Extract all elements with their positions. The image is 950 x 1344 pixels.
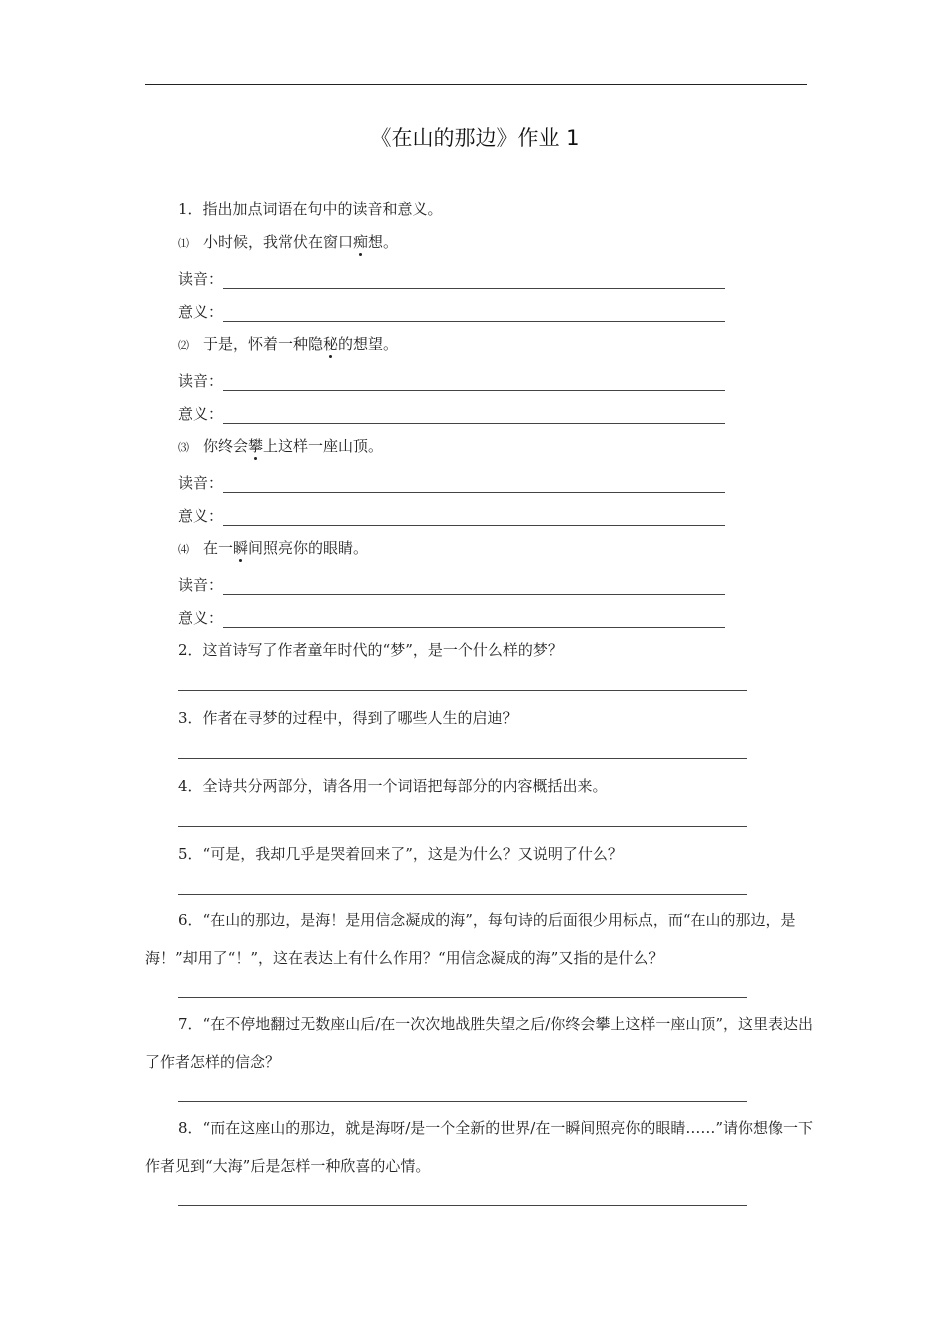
question-8: 8．“而在这座山的那边，就是海呀/是一个全新的世界/在一瞬间照亮你的眼睛……”请你想像一下作者见到“大海”后是怎样一种欣喜的心情。	[145, 1119, 813, 1175]
header-rule	[145, 84, 807, 85]
item-number: ⑶	[178, 441, 189, 454]
answer-line-3[interactable]	[178, 758, 747, 759]
question-1: 1．指出加点词语在句中的读音和意义。	[178, 200, 443, 218]
item-text: 在一	[203, 539, 234, 557]
question-3: 3．作者在寻梦的过程中，得到了哪些人生的启迪？	[178, 709, 518, 727]
item-text: 你终会	[203, 437, 249, 455]
q1-item-2	[178, 334, 398, 356]
meaning-blank[interactable]	[223, 409, 725, 424]
item-text: 想。	[368, 233, 399, 251]
page-title: 《在山的那边》作业 1	[370, 126, 580, 150]
answer-line-8[interactable]	[178, 1205, 747, 1206]
meaning-blank[interactable]	[223, 511, 725, 526]
dotted-word: 瞬	[233, 539, 249, 557]
question-5: 5．“可是，我却几乎是哭着回来了”，这是为什么？又说明了什么？	[178, 845, 623, 863]
meaning-label: 意义：	[178, 507, 224, 525]
item-text: 上这样一座山顶。	[263, 437, 384, 455]
meaning-blank[interactable]	[223, 307, 725, 322]
question-2: 2．这首诗写了作者童年时代的“梦”，是一个什么样的梦？	[178, 641, 563, 659]
answer-line-2[interactable]	[178, 690, 747, 691]
q1-item-4	[178, 538, 368, 560]
question-6: 6．“在山的那边，是海！是用信念凝成的海”，每句诗的后面很少用标点，而“在山的那边，是海！”却用了“！”，这在表达上有什么作用？“用信念凝成的海”又指的是什么？	[145, 911, 796, 967]
meaning-label: 意义：	[178, 405, 224, 423]
reading-row	[178, 473, 725, 493]
reading-row	[178, 269, 725, 289]
reading-label: 读音：	[178, 576, 224, 594]
meaning-label: 意义：	[178, 609, 224, 627]
meaning-row	[178, 302, 725, 322]
question-4: 4．全诗共分两部分，请各用一个词语把每部分的内容概括出来。	[178, 777, 608, 795]
q1-item-1	[178, 232, 398, 254]
answer-line-4[interactable]	[178, 826, 747, 827]
item-text: 的想望。	[338, 335, 399, 353]
reading-blank[interactable]	[223, 274, 725, 289]
reading-row	[178, 371, 725, 391]
item-text: 小时候，我常伏在窗口	[203, 233, 354, 251]
item-number: ⑷	[178, 543, 189, 556]
dotted-word: 痴	[353, 233, 369, 251]
reading-blank[interactable]	[223, 376, 725, 391]
reading-label: 读音：	[178, 270, 224, 288]
reading-label: 读音：	[178, 372, 224, 390]
reading-blank[interactable]	[223, 580, 725, 595]
meaning-row	[178, 608, 725, 628]
question-7: 7．“在不停地翻过无数座山后/在一次次地战胜失望之后/你终会攀上这样一座山顶”，这里表达出了作者怎样的信念？	[145, 1015, 813, 1071]
item-text: 间照亮你的眼睛。	[248, 539, 369, 557]
meaning-row	[178, 506, 725, 526]
answer-line-7[interactable]	[178, 1101, 747, 1102]
reading-row	[178, 575, 725, 595]
reading-blank[interactable]	[223, 478, 725, 493]
item-text: 于是，怀着一种隐	[203, 335, 324, 353]
meaning-blank[interactable]	[223, 613, 725, 628]
meaning-label: 意义：	[178, 303, 224, 321]
answer-line-5[interactable]	[178, 894, 747, 895]
q1-item-3	[178, 436, 383, 458]
item-number: ⑵	[178, 339, 189, 352]
dotted-word: 攀	[248, 437, 264, 455]
meaning-row	[178, 404, 725, 424]
reading-label: 读音：	[178, 474, 224, 492]
item-number: ⑴	[178, 237, 189, 250]
answer-line-6[interactable]	[178, 997, 747, 998]
dotted-word: 秘	[323, 335, 339, 353]
